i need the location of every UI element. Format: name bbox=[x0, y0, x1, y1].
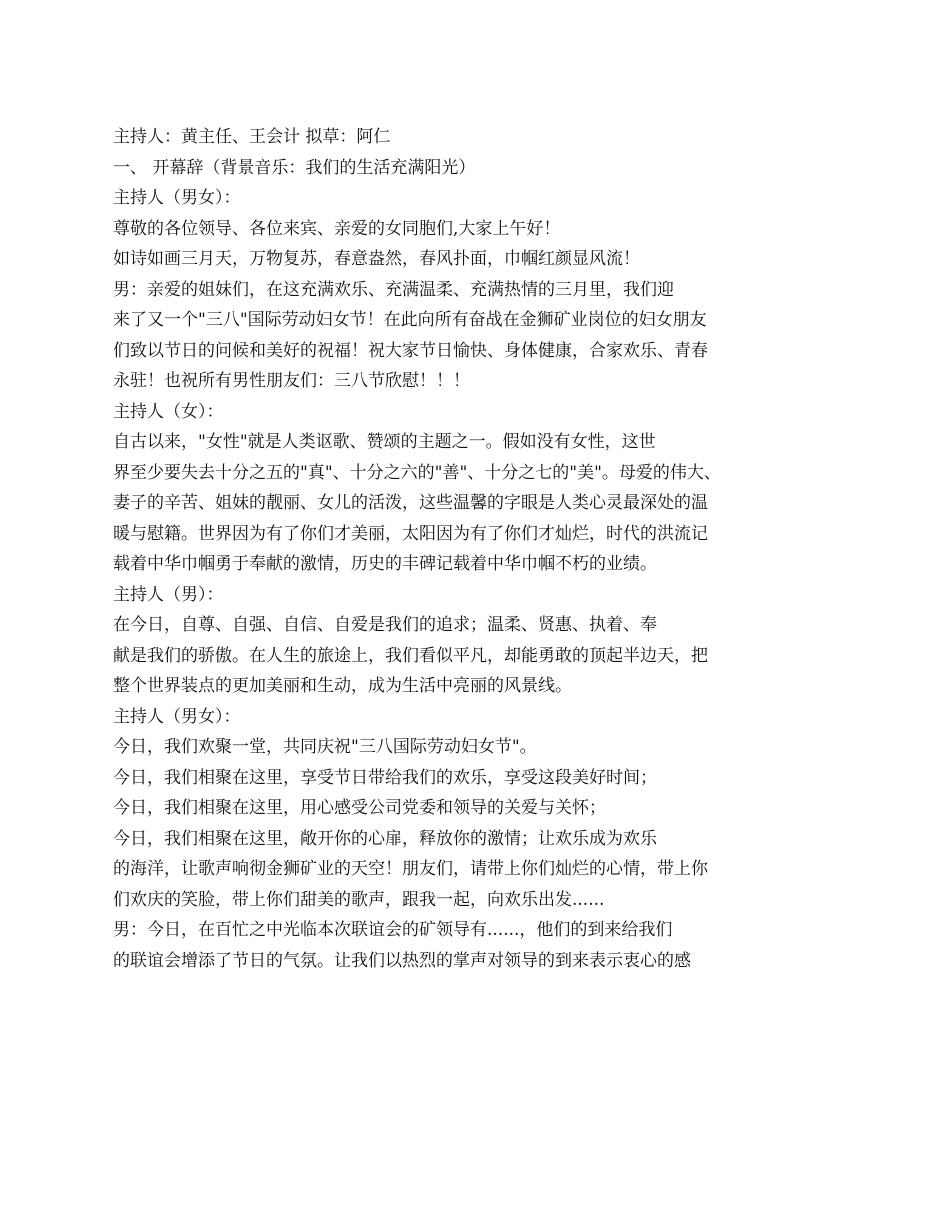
text-line: 主持人（男女）： bbox=[113, 706, 241, 727]
text-line: 载着中华巾帼勇于奉献的激情，历史的丰碑记载着中华巾帼不朽的业绩。 bbox=[113, 554, 657, 574]
text-line: 一、 开幕辞（背景音乐：我们的生活充满阳光） bbox=[113, 157, 476, 178]
text-line: 暖与慰籍。世界因为有了你们才美丽，太阳因为有了你们才灿烂，时代的洪流记 bbox=[113, 523, 708, 544]
text-line: 的联谊会增添了节日的气氛。让我们以热烈的掌声对领导的到来表示衷心的感 bbox=[113, 950, 691, 971]
text-line: 今日，我们相聚在这里，敞开你的心扉，释放你的激情；让欢乐成为欢乐 bbox=[113, 828, 657, 849]
text-line: 今日，我们相聚在这里，享受节日带给我们的欢乐，享受这段美好时间； bbox=[113, 767, 657, 788]
text-line: 主持人：黄主任、王会计 拟草：阿仁 bbox=[113, 127, 391, 147]
text-line: 主持人（男）： bbox=[113, 584, 224, 605]
document-body bbox=[113, 122, 773, 976]
text-line: 自古以来，"女性"就是人类讴歌、赞颂的主题之一。假如没有女性，这世 bbox=[113, 432, 656, 452]
text-line: 界至少要失去十分之五的"真"、十分之六的"善"、十分之七的"美"。母爱的伟大、 bbox=[113, 462, 721, 483]
text-line: 如诗如画三月天，万物复苏，春意盎然，春风扑面，巾帼红颜显风流！ bbox=[113, 249, 640, 269]
text-line: 男：亲爱的姐妹们，在这充满欢乐、充满温柔、充满热情的三月里，我们迎 bbox=[113, 279, 674, 300]
text-line: 主持人（女）： bbox=[113, 401, 224, 422]
text-line: 尊敬的各位领导、各位来宾、亲爱的女同胞们,大家上午好！ bbox=[113, 218, 561, 239]
text-line: 们欢庆的笑脸，带上你们甜美的歌声，跟我一起，向欢乐出发...... bbox=[113, 889, 605, 910]
text-line: 今日，我们欢聚一堂，共同庆祝"三八国际劳动妇女节"。 bbox=[113, 737, 537, 757]
text-line: 在今日，自尊、自强、自信、自爱是我们的追求；温柔、贤惠、执着、奉 bbox=[113, 615, 657, 635]
text-line: 主持人（男女）： bbox=[113, 188, 241, 208]
text-line: 来了又一个"三八"国际劳动妇女节！在此向所有奋战在金狮矿业岗位的妇女朋友 bbox=[113, 310, 707, 330]
text-line: 永驻！也祝所有男性朋友们：三八节欣慰！！！ bbox=[113, 371, 470, 391]
text-line: 们致以节日的问候和美好的祝福！祝大家节日愉快、身体健康，合家欢乐、青春 bbox=[113, 340, 708, 361]
text-line: 妻子的辛苦、姐妹的靓丽、女儿的活泼，这些温馨的字眼是人类心灵最深处的温 bbox=[113, 493, 708, 513]
text-line: 整个世界装点的更加美丽和生动，成为生活中亮丽的风景线。 bbox=[113, 676, 572, 696]
text-line: 男：今日，在百忙之中光临本次联谊会的矿领导有......，他们的到来给我们 bbox=[113, 920, 673, 940]
text-line: 献是我们的骄傲。在人生的旅途上，我们看似平凡，却能勇敢的顶起半边天，把 bbox=[113, 645, 708, 666]
text-line: 的海洋，让歌声响彻金狮矿业的天空！朋友们，请带上你们灿烂的心情，带上你 bbox=[113, 859, 708, 879]
text-line: 今日，我们相聚在这里，用心感受公司党委和领导的关爱与关怀； bbox=[113, 798, 606, 818]
